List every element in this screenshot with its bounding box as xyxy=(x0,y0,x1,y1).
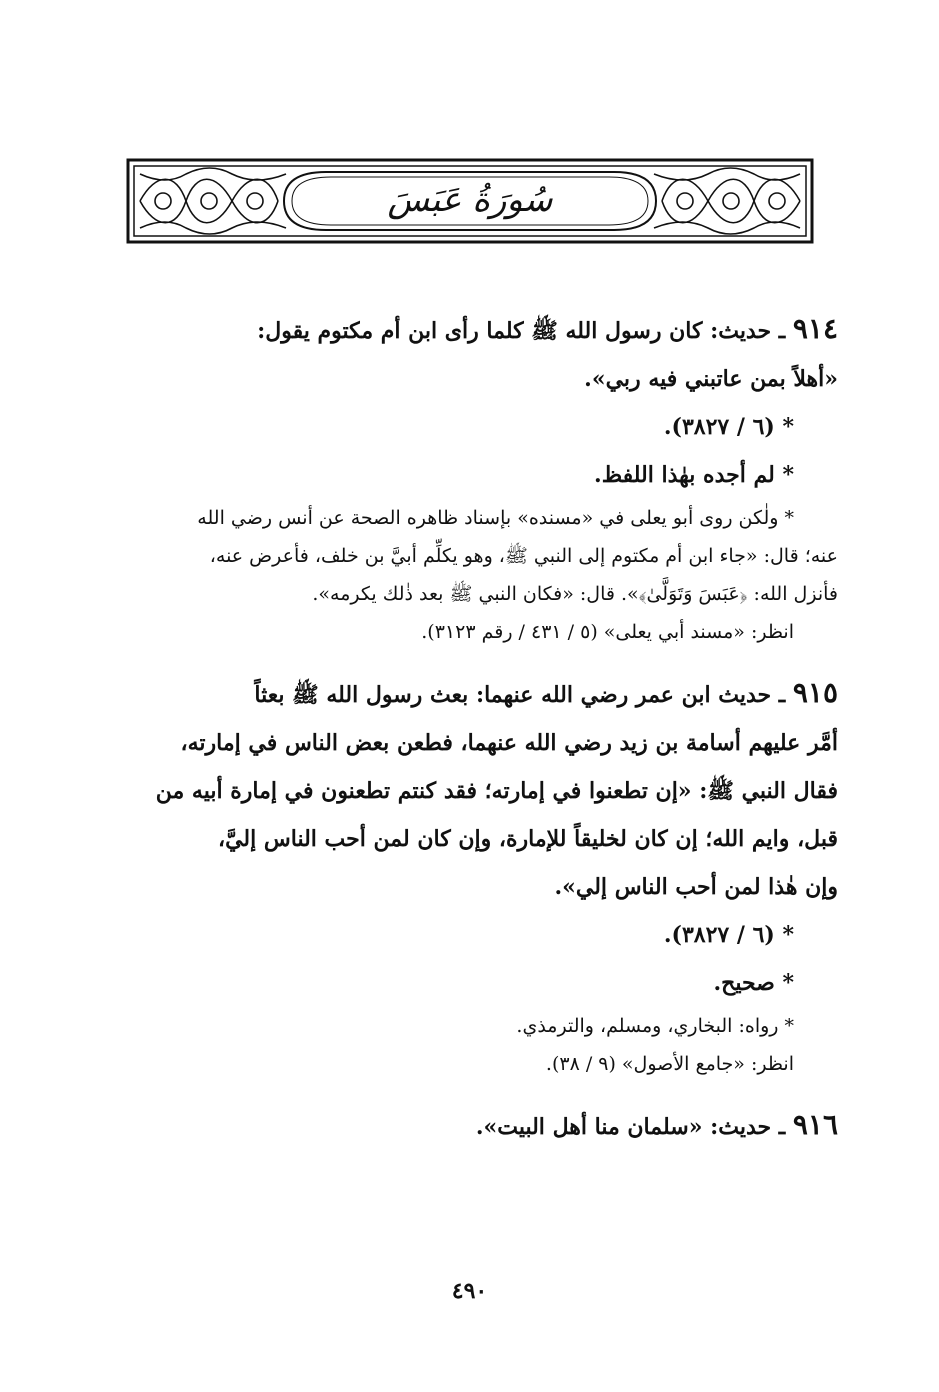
hadith-914-ref: * (٦ / ٣٨٢٧). xyxy=(663,414,794,440)
hadith-915-line4: قبل، وايم الله؛ إن كان لخليقاً للإمارة، وإن كان لمن أحب الناس إليَّ، xyxy=(217,826,838,852)
hadith-916-line1: ٩١٦ ـ حديث: «سلمان منا أهل البيت». xyxy=(475,1108,838,1141)
hadith-914-note3: فأنزل الله: ﴿عَبَسَ وَتَوَلَّىٰ﴾». قال: «فكان النبي ﷺ بعد ذٰلك يكرمه». xyxy=(312,583,838,605)
hadith-915-ref: * (٦ / ٣٨٢٧). xyxy=(663,922,794,948)
hadith-915-grade: * صحيح. xyxy=(713,970,794,996)
page-number: ٤٩٠ xyxy=(451,1278,488,1304)
surah-banner xyxy=(126,158,814,244)
hadith-915-line2: أمَّر عليهم أسامة بن زيد رضي الله عنهما، فطعن بعض الناس في إمارته، xyxy=(180,730,838,756)
surah-title: سُورَةُ عَبَسَ xyxy=(387,180,553,220)
hadith-number: ٩١٥ xyxy=(792,676,838,709)
hadith-914-note2: عنه؛ قال: «جاء ابن أم مكتوم إلى النبي ﷺ، وهو يكلِّم أبيَّ بن خلف، فأعرض عنه، xyxy=(209,545,838,567)
hadith-915-line1: ٩١٥ ـ حديث ابن عمر رضي الله عنهما: بعث رسول الله ﷺ بعثاً xyxy=(254,676,838,709)
hadith-number: ٩١٦ xyxy=(792,1108,838,1141)
hadith-914-grade: * لم أجده بهٰذا اللفظ. xyxy=(594,462,794,488)
page-body xyxy=(118,305,838,1151)
hadith-915-source: انظر: «جامع الأصول» (٩ / ٣٨). xyxy=(545,1053,794,1075)
hadith-914-note1: * ولٰكن روى أبو يعلى في «مسنده» بإسناد ظاهره الصحة عن أنس رضي الله xyxy=(197,507,794,529)
hadith-number: ٩١٤ xyxy=(792,312,838,345)
hadith-914-line2: «أهلاً بمن عاتبني فيه ربي». xyxy=(584,366,838,392)
hadith-914-line1: ٩١٤ ـ حديث: كان رسول الله ﷺ كلما رأى ابن أم مكتوم يقول: xyxy=(257,312,838,345)
hadith-915-line3: فقال النبي ﷺ: «إن تطعنوا في إمارته؛ فقد كنتم تطعنون في إمارة أبيه من xyxy=(155,778,838,804)
hadith-914-source: انظر: «مسند أبي يعلى» (٥ / ٤٣١ / رقم ٣١٢٣). xyxy=(421,621,794,643)
hadith-915-line5: وإن هٰذا لمن أحب الناس إلي». xyxy=(554,874,838,900)
hadith-915-narrators: * رواه: البخاري، ومسلم، والترمذي. xyxy=(516,1015,794,1037)
